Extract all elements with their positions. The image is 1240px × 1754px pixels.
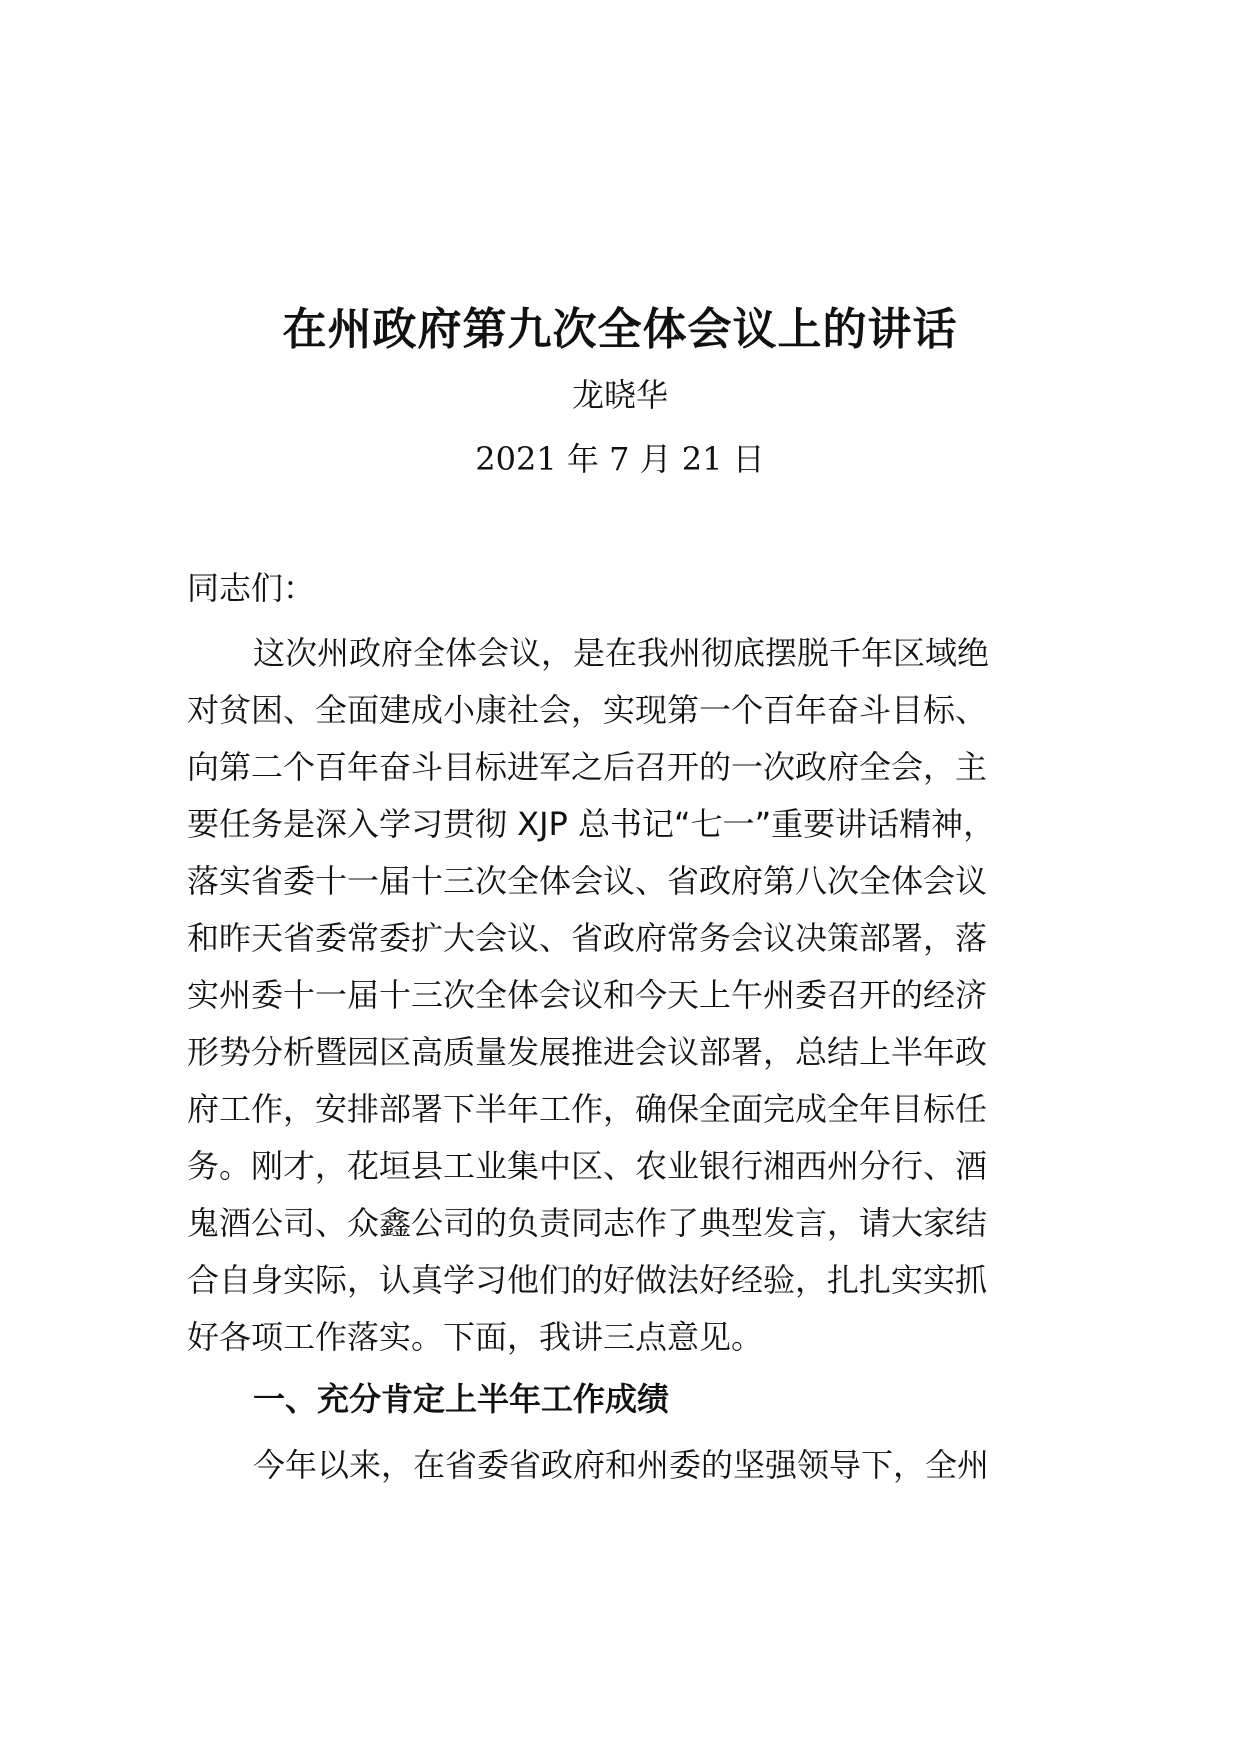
author-name: 龙晓华: [571, 376, 668, 414]
salutation: 同志们：: [187, 569, 316, 607]
paragraph-line: 对贫困、全面建成小康社会，实现第一个百年奋斗目标、: [187, 691, 988, 729]
paragraph-line: 形势分析暨园区高质量发展推进会议部署，总结上半年政: [187, 1033, 988, 1071]
paragraph-line: 今年以来，在省委省政府和州委的坚强领导下，全州: [253, 1446, 990, 1484]
paragraph-line: 务。刚才，花垣县工业集中区、农业银行湘西州分行、酒: [187, 1147, 988, 1185]
section-heading: 一、充分肯定上半年工作成绩: [253, 1380, 670, 1418]
paragraph-line: 落实省委十一届十三次全体会议、省政府第八次全体会议: [187, 862, 988, 900]
paragraph-line: 和昨天省委常委扩大会议、省政府常务会议决策部署，落: [187, 919, 988, 957]
document-title: 在州政府第九次全体会议上的讲话: [282, 304, 958, 355]
speech-date: 2021 年 7 月 21 日: [475, 440, 765, 478]
paragraph-line: 向第二个百年奋斗目标进军之后召开的一次政府全会，主: [187, 748, 988, 786]
paragraph-line: 这次州政府全体会议，是在我州彻底摆脱千年区域绝: [253, 634, 990, 672]
paragraph-line: 鬼酒公司、众鑫公司的负责同志作了典型发言，请大家结: [187, 1204, 988, 1242]
paragraph-line: 好各项工作落实。下面，我讲三点意见。: [187, 1318, 764, 1356]
paragraph-line: 合自身实际，认真学习他们的好做法好经验，扎扎实实抓: [187, 1261, 988, 1299]
paragraph-line: 实州委十一届十三次全体会议和今天上午州委召开的经济: [187, 976, 988, 1014]
paragraph-line: 要任务是深入学习贯彻 XJP 总书记“七一”重要讲话精神，: [187, 805, 996, 843]
paragraph-line: 府工作，安排部署下半年工作，确保全面完成全年目标任: [187, 1090, 988, 1128]
